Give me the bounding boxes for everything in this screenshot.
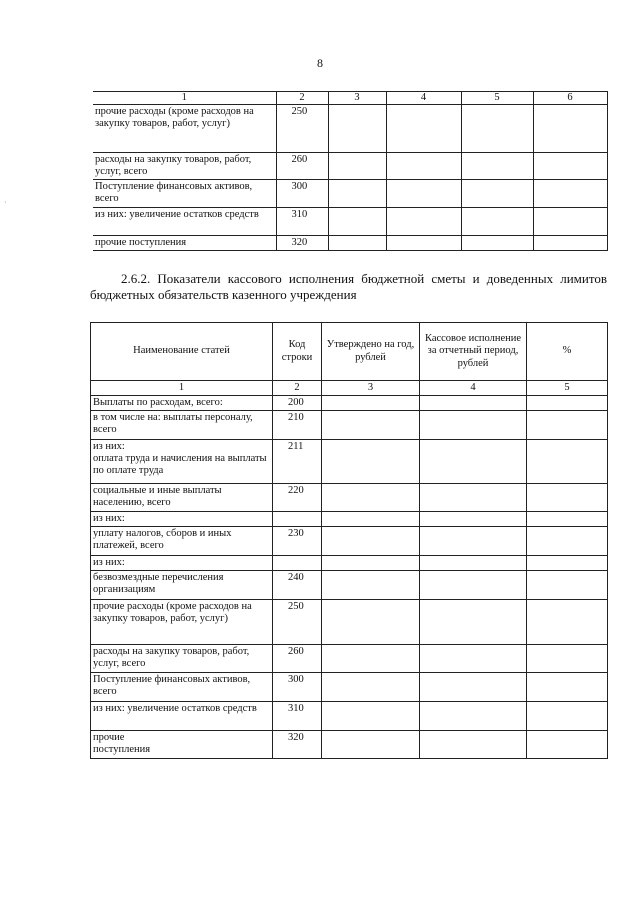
num-5: 5	[527, 381, 608, 396]
margin-mark: ·	[4, 198, 7, 207]
empty-cell	[527, 571, 608, 600]
row-name: Выплаты по расходам, всего:	[91, 396, 273, 411]
row-code: 310	[273, 702, 322, 731]
empty-cell	[527, 645, 608, 673]
row-code: 260	[276, 153, 328, 180]
row-code: 300	[273, 673, 322, 702]
empty-cell	[420, 440, 527, 484]
table-row	[91, 484, 608, 512]
table-row	[93, 208, 607, 236]
row-name: расходы на закупку товаров, работ, услуг, всего	[91, 645, 273, 673]
empty-cell	[322, 702, 420, 731]
top-col-3: 3	[328, 92, 386, 105]
top-col-4: 4	[386, 92, 461, 105]
num-1: 1	[91, 381, 273, 396]
row-name: из них: увеличение остатков средств	[91, 702, 273, 731]
table-row	[91, 411, 608, 440]
empty-cell	[527, 440, 608, 484]
row-name: прочие поступления	[93, 236, 276, 251]
row-code: 300	[276, 180, 328, 208]
row-code: 250	[273, 600, 322, 645]
header-approved: Утверждено на год, рублей	[322, 323, 420, 381]
num-3: 3	[322, 381, 420, 396]
table-row	[91, 571, 608, 600]
table-row	[91, 702, 608, 731]
row-name: прочие поступления	[91, 731, 273, 759]
row-code: 320	[273, 731, 322, 759]
table-row	[91, 512, 608, 527]
row-code: 240	[273, 571, 322, 600]
empty-cell	[527, 512, 608, 527]
row-name: прочие расходы (кроме расходов на закупку товаров, работ, услуг)	[93, 105, 276, 153]
empty-cell	[420, 512, 527, 527]
row-name: безвозмездные перечисления организациям	[91, 571, 273, 600]
row-code: 320	[276, 236, 328, 251]
empty-cell	[322, 527, 420, 556]
top-table-header	[93, 92, 607, 105]
empty-cell	[420, 527, 527, 556]
empty-cell	[322, 484, 420, 512]
top-col-1: 1	[93, 92, 276, 105]
row-code: 310	[276, 208, 328, 236]
row-code: 200	[273, 396, 322, 411]
empty-cell	[420, 731, 527, 759]
row-code: 220	[273, 484, 322, 512]
empty-cell	[527, 556, 608, 571]
row-name: из них:	[91, 556, 273, 571]
table-row	[91, 673, 608, 702]
empty-cell	[527, 527, 608, 556]
empty-cell	[322, 645, 420, 673]
row-code: 230	[273, 527, 322, 556]
row-name: социальные и иные выплаты населению, всего	[91, 484, 273, 512]
main-table	[90, 322, 608, 759]
empty-cell	[322, 396, 420, 411]
row-code: 250	[276, 105, 328, 153]
main-table-col-numbers	[91, 381, 608, 396]
empty-cell	[420, 645, 527, 673]
row-name: в том числе на: выплаты персоналу, всего	[91, 411, 273, 440]
empty-cell	[322, 556, 420, 571]
table-row	[91, 556, 608, 571]
empty-cell	[322, 512, 420, 527]
header-name: Наименование статей	[91, 323, 273, 381]
row-name: расходы на закупку товаров, работ, услуг, всего	[93, 153, 276, 180]
header-code: Код строки	[273, 323, 322, 381]
empty-cell	[420, 411, 527, 440]
empty-cell	[527, 411, 608, 440]
empty-cell	[527, 484, 608, 512]
top-col-2: 2	[276, 92, 328, 105]
row-name: уплату налогов, сборов и иных платежей, всего	[91, 527, 273, 556]
top-table	[93, 91, 608, 251]
page-number: 8	[317, 56, 323, 70]
table-row	[93, 180, 607, 208]
empty-cell	[527, 673, 608, 702]
main-table-header	[91, 323, 608, 381]
row-code: 211	[273, 440, 322, 484]
table-row	[91, 396, 608, 411]
empty-cell	[322, 600, 420, 645]
row-name: Поступление финансовых активов, всего	[91, 673, 273, 702]
num-4: 4	[420, 381, 527, 396]
empty-cell	[527, 702, 608, 731]
section-title: 2.6.2. Показатели кассового исполнения бюджетной сметы и доведенных лимитов бюджетных обязательств казенного учреждения	[90, 271, 607, 302]
top-col-5: 5	[461, 92, 533, 105]
table-row	[91, 440, 608, 484]
header-percent: %	[527, 323, 608, 381]
num-2: 2	[273, 381, 322, 396]
empty-cell	[420, 556, 527, 571]
empty-cell	[420, 484, 527, 512]
table-row	[91, 527, 608, 556]
row-name: прочие расходы (кроме расходов на закупку товаров, работ, услуг)	[91, 600, 273, 645]
empty-cell	[527, 600, 608, 645]
empty-cell	[322, 440, 420, 484]
empty-cell	[527, 396, 608, 411]
row-name: из них: оплата труда и начисления на выплаты по оплате труда	[91, 440, 273, 484]
table-row	[93, 105, 607, 153]
row-code	[273, 556, 322, 571]
row-name: из них:	[91, 512, 273, 527]
row-code: 210	[273, 411, 322, 440]
empty-cell	[322, 571, 420, 600]
empty-cell	[322, 673, 420, 702]
empty-cell	[527, 731, 608, 759]
empty-cell	[420, 396, 527, 411]
empty-cell	[322, 411, 420, 440]
row-code	[273, 512, 322, 527]
empty-cell	[420, 600, 527, 645]
table-row	[91, 600, 608, 645]
row-code: 260	[273, 645, 322, 673]
table-row	[91, 731, 608, 759]
empty-cell	[420, 702, 527, 731]
row-name: Поступление финансовых активов, всего	[93, 180, 276, 208]
empty-cell	[420, 673, 527, 702]
table-row	[93, 153, 607, 180]
table-row	[93, 236, 607, 251]
top-col-6: 6	[533, 92, 607, 105]
header-executed: Кассовое исполнение за отчетный период, рублей	[420, 323, 527, 381]
empty-cell	[322, 731, 420, 759]
row-name: из них: увеличение остатков средств	[93, 208, 276, 236]
table-row	[91, 645, 608, 673]
empty-cell	[420, 571, 527, 600]
